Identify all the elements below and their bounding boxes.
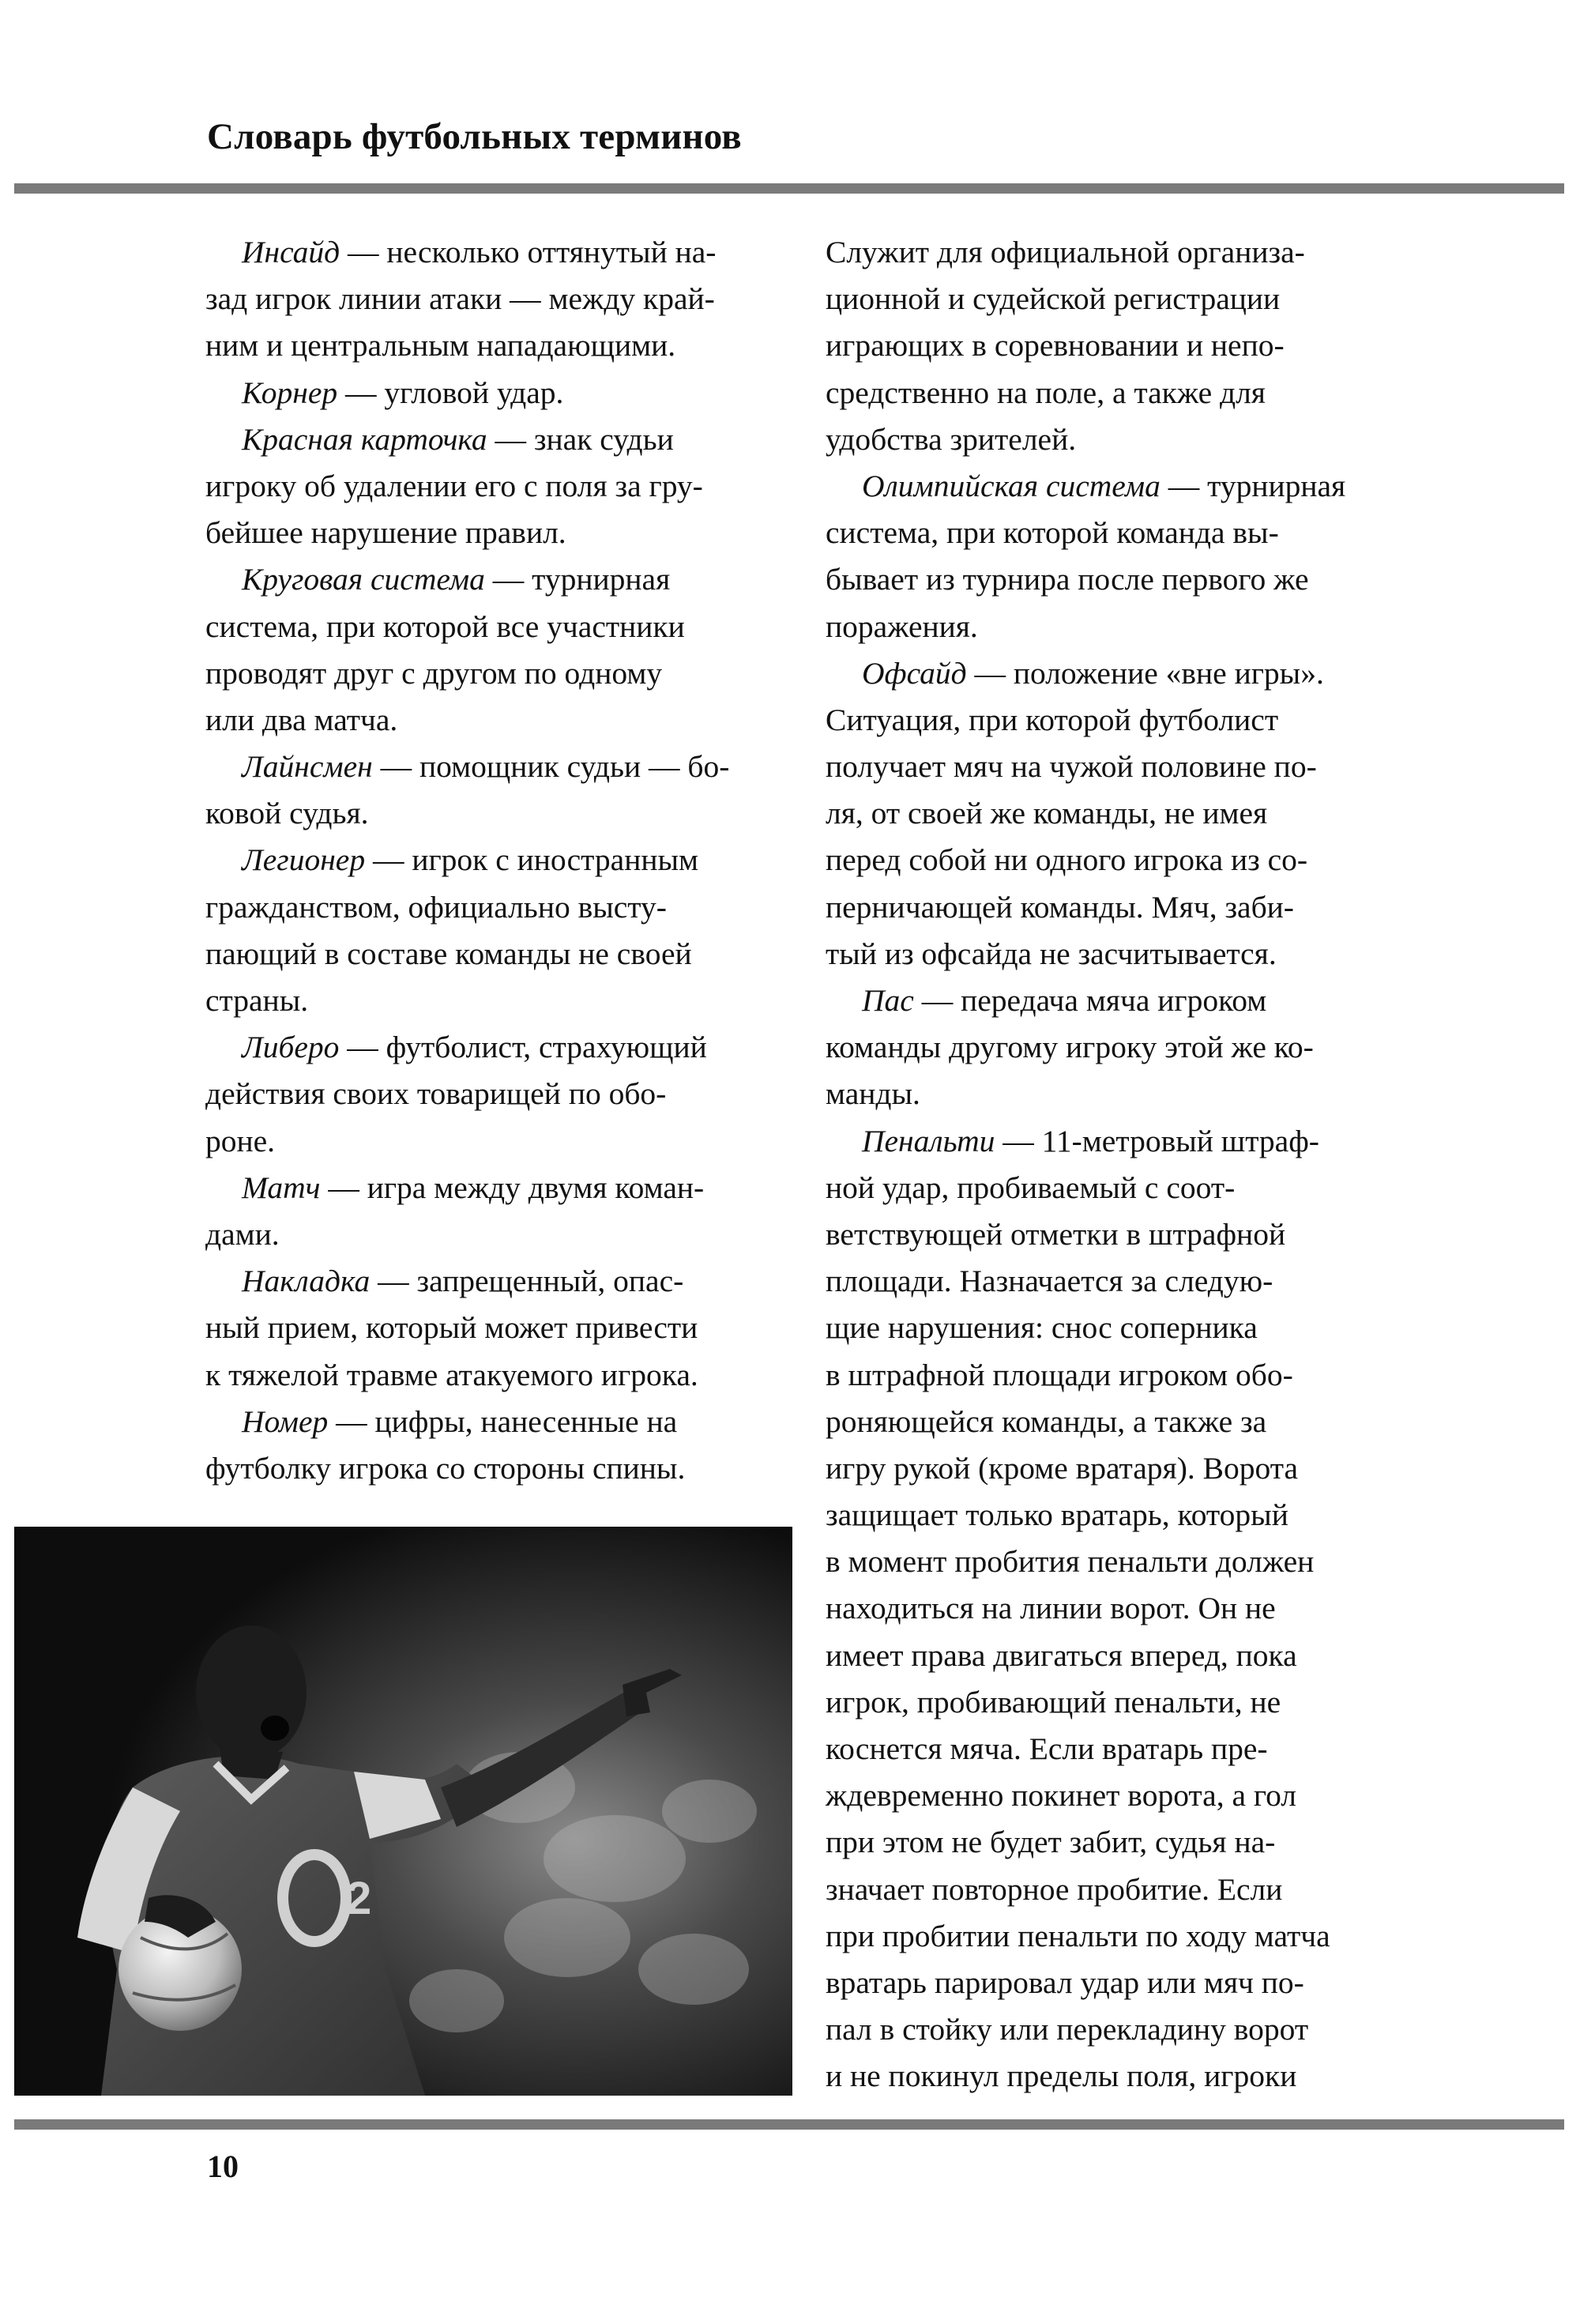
definition-text: вратарь парировал удар или мяч по- [826, 1964, 1304, 2000]
definition-text: и не покинул пределы поля, игроки [826, 2058, 1297, 2094]
text-line [205, 977, 773, 1024]
glossary-term: Инсайд [242, 235, 340, 269]
text-line [826, 744, 1394, 790]
definition-text: Служит для официальной организа- [826, 235, 1305, 269]
definition-text: или два матча. [205, 702, 398, 737]
definition-text: футболку игрока со стороны спины. [205, 1450, 686, 1486]
text-line [826, 1772, 1394, 1819]
text-line [205, 322, 773, 369]
definition-text: удобства зрителей. [826, 421, 1077, 457]
definition-text: — несколько оттянутый на- [340, 235, 717, 269]
glossary-term: Номер [242, 1403, 329, 1439]
definition-text: — запрещенный, опас- [370, 1264, 684, 1299]
text-line [826, 1960, 1394, 2006]
glossary-term: Пенальти [862, 1123, 995, 1158]
definition-text: пающий в составе команды не своей [205, 936, 692, 971]
definition-text: — футболист, страхующий [339, 1030, 707, 1065]
text-line [205, 1211, 773, 1258]
definition-text: поражения. [826, 608, 978, 644]
definition-text: система, при которой все участники [205, 608, 685, 644]
text-line [826, 370, 1394, 416]
footer-rule [14, 2119, 1564, 2130]
text-line [826, 556, 1394, 603]
glossary-term: Лайнсмен [242, 749, 373, 785]
text-line [205, 276, 773, 322]
definition-text: манды. [826, 1076, 920, 1112]
text-line [826, 1539, 1394, 1585]
text-line [826, 463, 1394, 510]
definition-text: команды другому игроку этой же ко- [826, 1030, 1314, 1065]
text-line [826, 1679, 1394, 1726]
text-line [826, 931, 1394, 977]
text-line [205, 1071, 773, 1117]
text-line [826, 837, 1394, 883]
text-line [826, 604, 1394, 650]
text-line [205, 931, 773, 977]
definition-text: ля, от своей же команды, не имея [826, 796, 1268, 831]
text-line [205, 370, 773, 416]
glossary-term: Легионер [242, 842, 366, 878]
shirt-number: 2 [346, 1873, 372, 1924]
definition-text: играющих в соревновании и непо- [826, 328, 1285, 363]
definition-text: имеет права двигаться вперед, пока [826, 1637, 1297, 1673]
definition-text: — цифры, нанесенные на [328, 1403, 678, 1439]
definition-text: находиться на линии ворот. Он не [826, 1591, 1276, 1626]
definition-text: роняющейся команды, а также за [826, 1403, 1267, 1439]
definition-text: ной удар, пробиваемый с соот- [826, 1170, 1236, 1205]
text-line [205, 697, 773, 744]
text-line [205, 229, 773, 276]
definition-text: тый из офсайда не засчитывается. [826, 936, 1277, 971]
glossary-term: Корнер [242, 375, 338, 410]
definition-text: бейшее нарушение правил. [205, 515, 566, 551]
text-line [826, 1819, 1394, 1866]
text-line [826, 416, 1394, 463]
definition-text: игроку об удалении его с поля за гру- [205, 468, 703, 503]
definition-text: перед собой ни одного игрока из со- [826, 842, 1308, 878]
text-line [826, 1866, 1394, 1913]
page-title: Словарь футбольных терминов [207, 116, 742, 157]
text-line [205, 1118, 773, 1165]
text-line [826, 1211, 1394, 1258]
definition-text: средственно на поле, а также для [826, 375, 1266, 410]
definition-text: дами. [205, 1216, 280, 1252]
definition-text: зад игрок линии атаки — между край- [205, 281, 715, 317]
text-line [826, 1913, 1394, 1960]
definition-text: бывает из турнира после первого же [826, 562, 1309, 597]
text-line [205, 837, 773, 883]
text-line [205, 884, 773, 931]
text-line [826, 1445, 1394, 1492]
text-line [205, 1258, 773, 1305]
text-line [826, 1726, 1394, 1772]
text-line [826, 1352, 1394, 1399]
text-line [826, 1118, 1394, 1165]
definition-text: гражданством, официально высту- [205, 889, 667, 925]
football-player-photo [14, 1527, 792, 2096]
definition-text: площади. Назначается за следую- [826, 1264, 1273, 1299]
definition-text: в момент пробития пенальти должен [826, 1544, 1315, 1580]
definition-text: ветствующей отметки в штрафной [826, 1216, 1286, 1252]
definition-text: игру рукой (кроме вратаря). Ворота [826, 1450, 1298, 1486]
text-line [205, 1399, 773, 1445]
text-line [826, 977, 1394, 1024]
definition-text: значает повторное пробитие. Если [826, 1871, 1283, 1907]
glossary-term: Либеро [242, 1030, 340, 1065]
definition-text: роне. [205, 1123, 276, 1158]
header-rule [14, 183, 1564, 194]
text-line [205, 510, 773, 556]
definition-text: коснется мяча. Если вратарь пре- [826, 1731, 1268, 1766]
definition-text: к тяжелой травме атакуемого игрока. [205, 1357, 698, 1392]
text-line [826, 1165, 1394, 1211]
text-line [826, 1585, 1394, 1632]
text-line [826, 697, 1394, 744]
definition-text: щие нарушения: снос соперника [826, 1310, 1258, 1346]
text-line [826, 790, 1394, 837]
definition-text: — игрок с иностранным [365, 842, 699, 878]
text-line [826, 1024, 1394, 1071]
definition-text: при пробитии пенальти по ходу матча [826, 1918, 1330, 1953]
text-line [826, 276, 1394, 322]
text-line [826, 1305, 1394, 1351]
definition-text: — помощник судьи — бо- [372, 749, 730, 785]
definition-text: система, при которой команда вы- [826, 515, 1279, 551]
left-text-column [205, 229, 773, 1492]
page-number: 10 [207, 2149, 239, 2184]
definition-text: — игра между двумя коман- [320, 1170, 705, 1205]
definition-text: при этом не будет забит, судья на- [826, 1825, 1276, 1860]
definition-text: ковой судья. [205, 796, 369, 831]
glossary-term: Накладка [242, 1264, 371, 1299]
definition-text: Ситуация, при которой футболист [826, 702, 1279, 737]
text-line [826, 2006, 1394, 2053]
text-line [826, 322, 1394, 369]
text-line [826, 1633, 1394, 1679]
text-line [826, 510, 1394, 556]
definition-text: игрок, пробивающий пенальти, не [826, 1684, 1281, 1719]
text-line [826, 650, 1394, 697]
text-line [205, 463, 773, 510]
glossary-term: Красная карточка [242, 421, 487, 457]
text-line [205, 1352, 773, 1399]
text-line [205, 1305, 773, 1351]
text-line [205, 416, 773, 463]
text-line [205, 744, 773, 790]
text-line [826, 2053, 1394, 2100]
definition-text: в штрафной площади игроком обо- [826, 1357, 1293, 1392]
text-line [205, 604, 773, 650]
definition-text: — 11-метровый штраф- [995, 1123, 1319, 1158]
definition-text: ждевременно покинет ворота, а гол [826, 1778, 1297, 1814]
definition-text: получает мяч на чужой половине по- [826, 749, 1317, 785]
text-line [826, 884, 1394, 931]
text-line [205, 1024, 773, 1071]
text-line [205, 650, 773, 697]
definition-text: ним и центральным нападающими. [205, 328, 676, 363]
definition-text: — угловой удар. [337, 375, 564, 410]
glossary-term: Офсайд [862, 655, 967, 691]
text-line [205, 1165, 773, 1211]
definition-text: пал в стойку или перекладину ворот [826, 2012, 1309, 2047]
definition-text: действия своих товарищей по обо- [205, 1076, 667, 1112]
text-line [826, 1492, 1394, 1539]
definition-text: перничающей команды. Мяч, заби- [826, 889, 1294, 925]
glossary-term: Пас [862, 983, 914, 1018]
definition-text: ционной и судейской регистрации [826, 281, 1281, 317]
glossary-term: Круговая система [242, 562, 485, 597]
text-line [826, 1258, 1394, 1305]
definition-text: страны. [205, 983, 309, 1018]
definition-text: — знак судьи [487, 421, 674, 457]
definition-text: проводят друг с другом по одному [205, 655, 663, 691]
right-text-column [826, 229, 1394, 2100]
text-line [205, 556, 773, 603]
text-line [205, 790, 773, 837]
definition-text: защищает только вратарь, который [826, 1497, 1288, 1533]
text-line [826, 1071, 1394, 1117]
definition-text: — турнирная [484, 562, 671, 597]
definition-text: ный прием, который может привести [205, 1310, 698, 1346]
text-line [826, 229, 1394, 276]
definition-text: — положение «вне игры». [966, 655, 1324, 691]
text-line [205, 1445, 773, 1492]
glossary-term: Матч [242, 1170, 321, 1205]
definition-text: — передача мяча игроком [913, 983, 1267, 1018]
text-line [826, 1399, 1394, 1445]
definition-text: — турнирная [1160, 468, 1346, 503]
glossary-term: Олимпийская система [862, 468, 1161, 503]
